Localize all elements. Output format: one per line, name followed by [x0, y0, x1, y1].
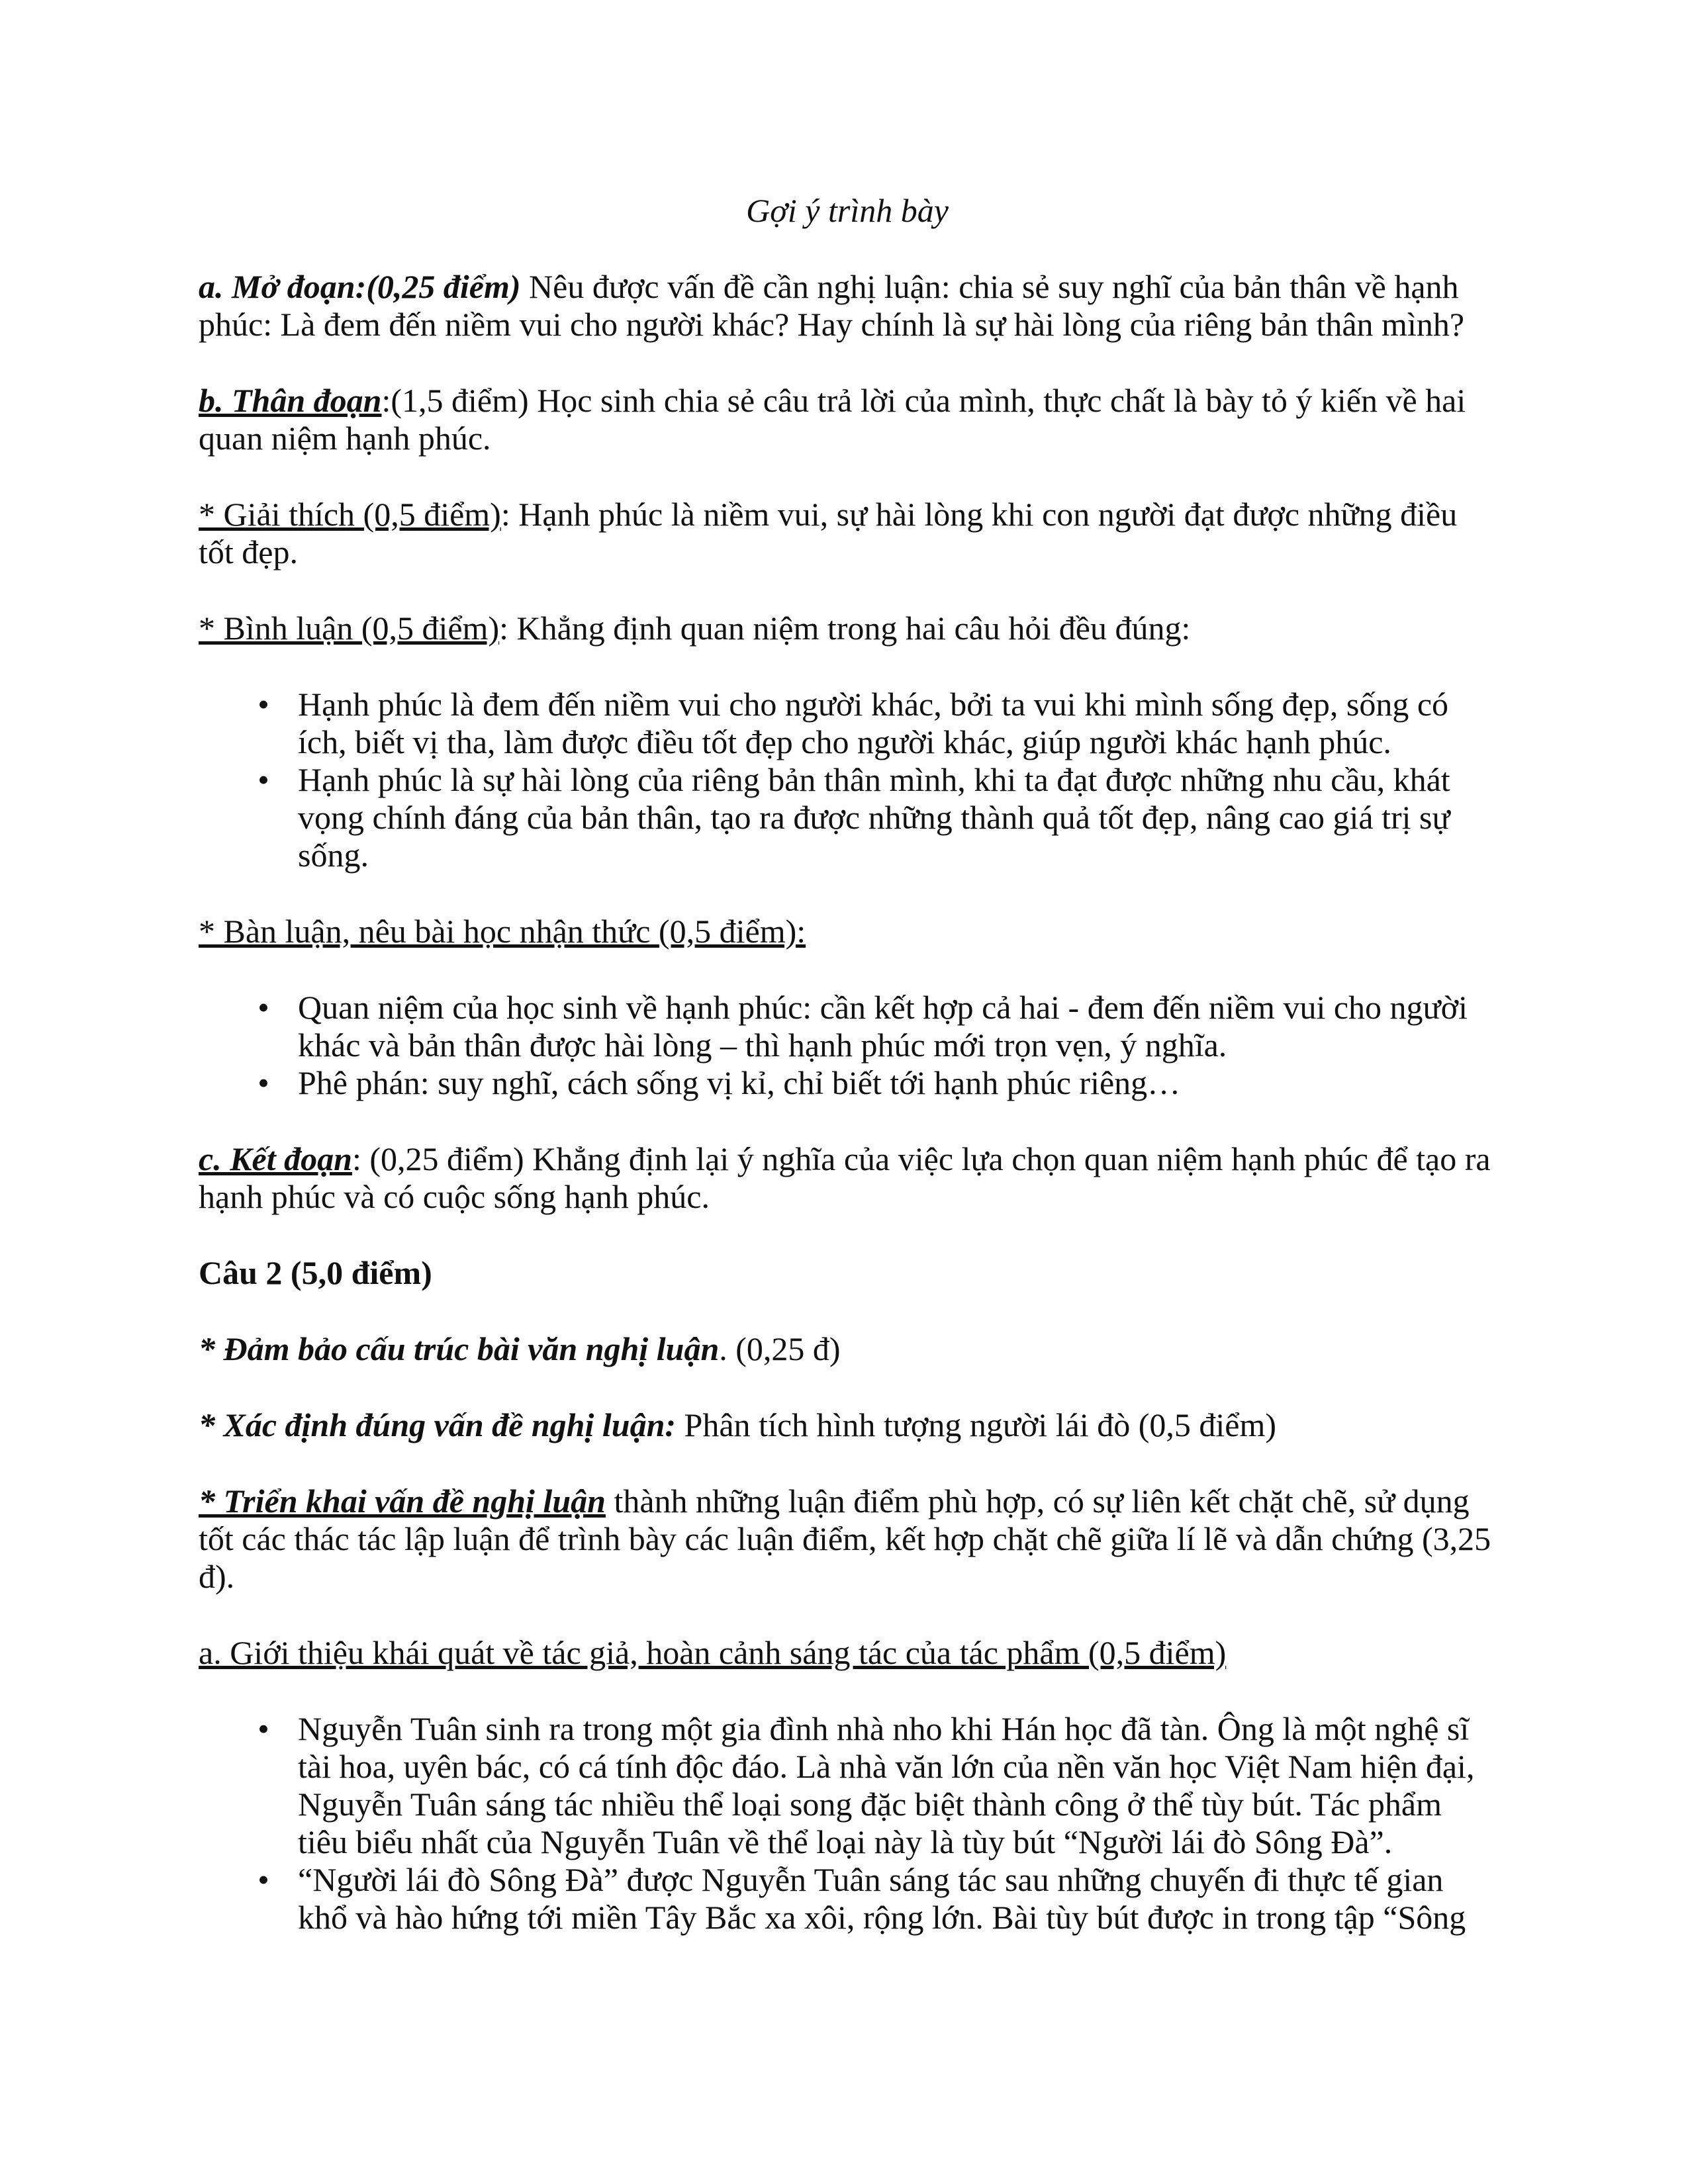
dam-bao-paragraph — [199, 1330, 1496, 1368]
cau2-heading: Câu 2 (5,0 điểm) — [199, 1254, 432, 1291]
dam-bao-text: . (0,25 đ) — [719, 1330, 841, 1367]
list-item — [258, 1710, 1496, 1861]
binh-luan-label: * Bình luận (0,5 điểm) — [199, 610, 500, 647]
xac-dinh-paragraph — [199, 1406, 1496, 1444]
bullet-icon: • — [258, 761, 269, 798]
list-item — [258, 989, 1496, 1064]
bullet-icon: • — [258, 989, 269, 1026]
document-title: Gợi ý trình bày — [746, 192, 949, 229]
gioi-thieu-label: a. Giới thiệu khái quát về tác giả, hoàn cảnh sáng tác của tác phẩm (0,5 điểm) — [199, 1634, 1227, 1671]
document-page — [199, 192, 1496, 1975]
gioi-thieu-list — [199, 1710, 1496, 1936]
section-a-text: Nêu được vấn đề cần nghị luận: chia sẻ suy nghĩ của bản thân về hạnh phúc: Là đem đến niềm vui cho người khác? Hay chính là sự hài lòng của riêng bản thân mình? — [199, 268, 1465, 343]
trien-khai-label: * Triển khai vấn đề nghị luận — [199, 1482, 606, 1520]
list-item-text: Hạnh phúc là đem đến niềm vui cho người khác, bởi ta vui khi mình sống đẹp, sống có ích, biết vị tha, làm được điều tốt đẹp cho người khác, giúp người khác hạnh phúc. — [298, 686, 1449, 760]
ban-luan-list — [199, 989, 1496, 1102]
section-b-paragraph — [199, 382, 1496, 457]
section-a-heading: a. Mở đoạn:(0,25 điểm) — [199, 268, 521, 305]
bullet-icon: • — [258, 1064, 269, 1101]
section-b-colon: : — [381, 382, 391, 419]
giai-thich-text: : Hạnh phúc là niềm vui, sự hài lòng khi con người đạt được những điều tốt đẹp. — [199, 496, 1458, 570]
xac-dinh-label: * Xác định đúng vấn đề nghị luận: — [199, 1406, 677, 1443]
list-item — [258, 761, 1496, 874]
ban-luan-label: * Bàn luận, nêu bài học nhận thức (0,5 điểm): — [199, 913, 806, 950]
list-item-text: Hạnh phúc là sự hài lòng của riêng bản thân mình, khi ta đạt được những nhu cầu, khát vọng chính đáng của bản thân, tạo ra được những thành quả tốt đẹp, nâng cao giá trị sự sống. — [298, 761, 1450, 874]
list-item-text: Nguyễn Tuân sinh ra trong một gia đình nhà nho khi Hán học đã tàn. Ông là một nghệ sĩ tài hoa, uyên bác, có cá tính độc đáo. Là nhà văn lớn của nền văn học Việt Nam hiện đại, Nguyễn Tuân sáng tác nhiều thể loại song đặc biệt thành công ở thể tùy bút. Tác phẩm tiêu biểu nhất của Nguyễn Tuân về thể loại này là tùy bút “Người lái đò Sông Đà”. — [298, 1710, 1475, 1860]
section-b-heading: b. Thân đoạn — [199, 382, 382, 419]
gioi-thieu-paragraph — [199, 1634, 1496, 1672]
bullet-icon: • — [258, 686, 269, 723]
list-item-text: Quan niệm của học sinh về hạnh phúc: cần kết hợp cả hai - đem đến niềm vui cho người khác và bản thân được hài lòng – thì hạnh phúc mới trọn vẹn, ý nghĩa. — [298, 989, 1468, 1064]
binh-luan-list — [199, 686, 1496, 874]
ban-luan-paragraph — [199, 913, 1496, 950]
xac-dinh-text: Phân tích hình tượng người lái đò (0,5 điểm) — [676, 1406, 1277, 1443]
section-c-heading: c. Kết đoạn — [199, 1140, 352, 1177]
binh-luan-paragraph — [199, 610, 1496, 647]
bullet-icon: • — [258, 1861, 269, 1898]
section-a-paragraph — [199, 268, 1496, 343]
trien-khai-paragraph — [199, 1482, 1496, 1596]
list-item — [258, 1861, 1496, 1936]
section-b-text: (1,5 điểm) Học sinh chia sẻ câu trả lời của mình, thực chất là bày tỏ ý kiến về hai quan niệm hạnh phúc. — [199, 382, 1466, 457]
giai-thich-paragraph — [199, 496, 1496, 571]
list-item — [258, 686, 1496, 761]
dam-bao-label: * Đảm bảo cấu trúc bài văn nghị luận — [199, 1330, 720, 1367]
bullet-icon: • — [258, 1710, 269, 1747]
section-c-text: : (0,25 điểm) Khẳng định lại ý nghĩa của việc lựa chọn quan niệm hạnh phúc để tạo ra hạnh phúc và có cuộc sống hạnh phúc. — [199, 1140, 1491, 1215]
list-item-text: “Người lái đò Sông Đà” được Nguyễn Tuân sáng tác sau những chuyến đi thực tế gian khổ và hào hứng tới miền Tây Bắc xa xôi, rộng lớn. Bài tùy bút được in trong tập “Sông — [298, 1861, 1466, 1936]
section-c-paragraph — [199, 1140, 1496, 1216]
giai-thich-label: * Giải thích (0,5 điểm) — [199, 496, 501, 533]
binh-luan-text: : Khẳng định quan niệm trong hai câu hỏi đều đúng: — [499, 610, 1191, 647]
list-item-text: Phê phán: suy nghĩ, cách sống vị kỉ, chỉ biết tới hạnh phúc riêng… — [298, 1064, 1181, 1101]
list-item — [258, 1064, 1496, 1102]
trien-khai-text: thành những luận điểm phù hợp, có sự liên kết chặt chẽ, sử dụng tốt các thác tác lập luận để trình bày các luận điểm, kết hợp chặt chẽ giữa lí lẽ và dẫn chứng (3,25 đ). — [199, 1482, 1491, 1595]
